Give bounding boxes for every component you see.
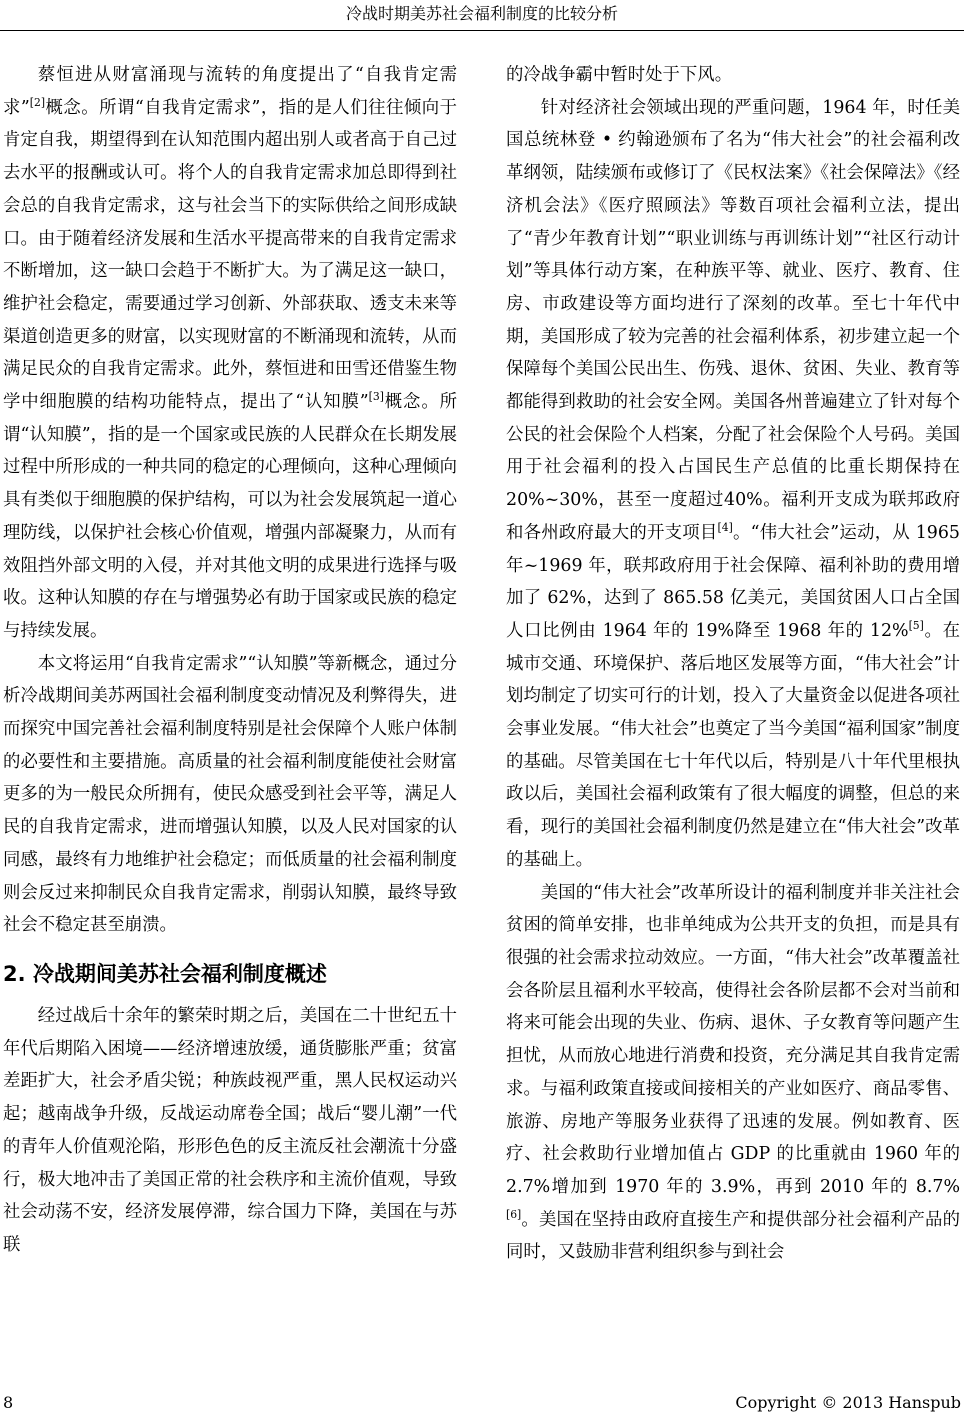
paragraph-text: 针对经济社会领域出现的严重问题，1964 年，时任美国总统林登 • 约翰逊颁布了名为“伟大社会”的社会福利改革纲领，陆续颁布或修订了《民权法案》《社会保障法》《经济机会法》《医疗照顾法》等数百项社会福利立法，提出了“青少年教育计划”“职业训练与再训练计划”“社区行动计划”等具体行动方案，在种族平等、就业、医疗、教育、住房、市政建设等方面均进行了深刻的改革。至七十年代中期，美国形成了较为完善的社会福利体系，初步建立起一个保障每个美国公民出生、伤残、退休、贫困、失业、教育等都能得到救助的社会安全网。美国各州普遍建立了针对每个公民的社会保险个人档案，分配了社会保险个人号码。美国用于社会福利的投入占国民生产总值的比重长期保持在 20%~30%，甚至一度超过40%。福利开支成为联邦政府和各州政府最大的开支项目	[506, 97, 960, 543]
citation-ref[interactable]: [4]	[717, 521, 733, 535]
paragraph-text: 。“伟大社会”运动，从 1965 年~1969 年，联邦政府用于社会保障、福利补助的费用增加了 62%，达到了 865.58 亿美元，美国贫困人口占全国人口比例由 1964 年的 19%降至 1968 年的 12%	[506, 522, 960, 641]
running-header	[0, 0, 964, 31]
paragraph-text: 蔡恒进从财富涌现与流转的角度提出了“自我肯定需求”	[3, 65, 457, 118]
header-title: 冷战时期美苏社会福利制度的比较分析	[345, 4, 618, 23]
paragraph	[3, 59, 457, 648]
citation-ref[interactable]: [5]	[908, 619, 924, 633]
section-heading: 2. 冷战期间美苏社会福利制度概述	[3, 961, 327, 986]
paragraph-text: 。在城市交通、环境保护、落后地区发展等方面，“伟大社会”计划均制定了切实可行的计划，投入了大量资金以促进各项社会事业发展。“伟大社会”也奠定了当今美国“福利国家”制度的基础。尽管美国在七十年代以后，特别是八十年代里根执政以后，美国社会福利政策有了很大幅度的调整，但总的来看，现行的美国社会福利制度仍然是建立在“伟大社会”改革的基础上。	[506, 620, 960, 870]
paragraph	[506, 92, 960, 877]
citation-ref[interactable]: [6]	[506, 1207, 522, 1221]
paragraph: 本文将运用“自我肯定需求”“认知膜”等新概念，通过分析冷战期间美苏两国社会福利制度变动情况及利弊得失，进而探究中国完善社会福利制度特别是社会保障个人账户体制的必要性和主要措施。高质量的社会福利制度能使社会财富更多的为一般民众所拥有，使民众感受到社会平等，满足人民的自我肯定需求，进而增强认知膜，以及人民对国家的认同感，最终有力地维护社会稳定；而低质量的社会福利制度则会反过来抑制民众自我肯定需求，削弱认知膜，最终导致社会不稳定甚至崩溃。	[3, 653, 457, 936]
page-footer	[0, 1392, 964, 1414]
copyright-notice: Copyright © 2013 Hanspub	[735, 1393, 961, 1412]
citation-ref[interactable]: [2]	[29, 95, 46, 109]
paragraph-continuation: 的冷战争霸中暂时处于下风。	[506, 65, 733, 85]
paragraph-text: 概念。所谓“认知膜”，指的是一个国家或民族的人民群众在长期发展过程中所形成的一种共同的稳定的心理倾向，这种心理倾向具有类似于细胞膜的保护结构，可以为社会发展筑起一道心理防线，以保护社会核心价值观，增强内部凝聚力，从而有效阻挡外部文明的入侵，并对其他文明的成果进行选择与吸收。这种认知膜的存在与增强势必有助于国家或民族的稳定与持续发展。	[3, 392, 457, 641]
paragraph-text: 概念。所谓“自我肯定需求”，指的是人们往往倾向于肯定自我，期望得到在认知范围内超出别人或者高于自己过去水平的报酬或认可。将个人的自我肯定需求加总即得到社会总的自我肯定需求，这与社会当下的实际供给之间形成缺口。由于随着经济发展和生活水平提高带来的自我肯定需求不断增加，这一缺口会趋于不断扩大。为了满足这一缺口，维护社会稳定，需要通过学习创新、外部获取、透支未来等渠道创造更多的财富，以实现财富的不断涌现和流转，从而满足民众的自我肯定需求。此外，蔡恒进和田雪还借鉴生物学中细胞膜的结构功能特点，提出了“认知膜”	[3, 97, 457, 413]
left-column	[3, 59, 457, 1262]
citation-ref[interactable]: [3]	[368, 390, 384, 404]
right-column	[506, 59, 960, 1269]
page-number: 8	[3, 1393, 14, 1412]
paragraph	[506, 877, 960, 1269]
paragraph-text: 美国的“伟大社会”改革所设计的福利制度并非关注社会贫困的简单安排，也非单纯成为公共开支的负担，而是具有很强的社会需求拉动效应。一方面，“伟大社会”改革覆盖社会各阶层且福利水平较高，使得社会各阶层都不会对当前和将来可能会出现的失业、伤病、退休、子女教育等问题产生担忧，从而放心地进行消费和投资，充分满足其自我肯定需求。与福利政策直接或间接相关的产业如医疗、商品零售、旅游、房地产等服务业获得了迅速的发展。例如教育、医疗、社会救助行业增加值占 GDP 的比重就由 1960 年的 2.7%增加到 1970 年的 3.9%，再到 2010 年的 8.7%	[506, 882, 960, 1197]
paragraph: 经过战后十余年的繁荣时期之后，美国在二十世纪五十年代后期陷入困境——经济增速放缓，通货膨胀严重；贫富差距扩大，社会矛盾尖锐；种族歧视严重，黑人民权运动兴起；越南战争升级，反战运动席卷全国；战后“婴儿潮”一代的青年人价值观沦陷，形形色色的反主流反社会潮流十分盛行，极大地冲击了美国正常的社会秩序和主流价值观，导致社会动荡不安，经济发展停滞，综合国力下降，美国在与苏联	[3, 1005, 457, 1255]
paragraph-text: 。美国在坚持由政府直接生产和提供部分社会福利产品的同时，又鼓励非营利组织参与到社会	[506, 1209, 960, 1263]
